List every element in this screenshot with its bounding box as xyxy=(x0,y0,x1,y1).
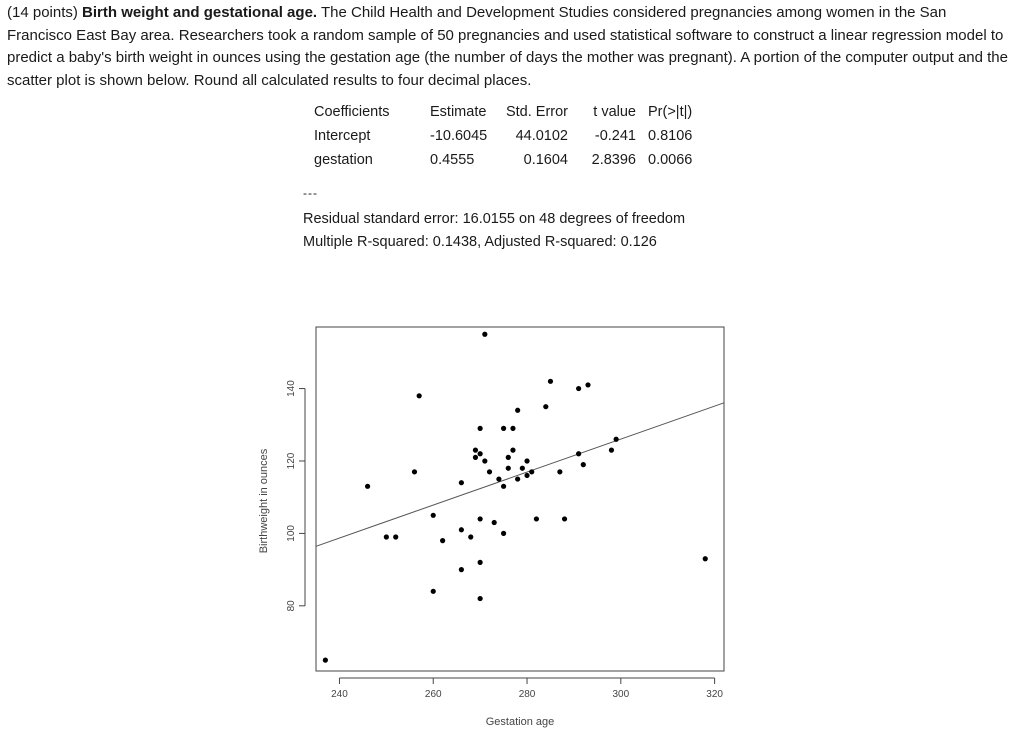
row-label: gestation xyxy=(314,152,373,168)
header-p-value: Pr(>|t|) xyxy=(648,104,693,120)
data-point xyxy=(478,451,483,456)
data-point xyxy=(576,386,581,391)
header-t-value: t value xyxy=(593,104,636,120)
y-tick-label: 140 xyxy=(286,380,297,397)
y-axis-label: Birthweight in ounces xyxy=(258,448,270,554)
data-point xyxy=(365,484,370,489)
data-point xyxy=(440,538,445,543)
data-point xyxy=(576,451,581,456)
data-point xyxy=(562,516,567,521)
data-point xyxy=(496,476,501,481)
problem-statement xyxy=(7,2,1012,92)
data-point xyxy=(609,448,614,453)
data-point xyxy=(459,480,464,485)
regression-line-group xyxy=(316,403,724,546)
data-point xyxy=(557,469,562,474)
data-point xyxy=(384,534,389,539)
data-point xyxy=(501,484,506,489)
p-value-cell: 0.0066 xyxy=(648,152,693,168)
residual-standard-error-line: Residual standard error: 16.0155 on 48 degrees of freedom xyxy=(303,211,686,227)
data-point xyxy=(520,466,525,471)
table-row xyxy=(314,148,700,172)
data-point xyxy=(478,516,483,521)
estimate-cell: -10.6045 xyxy=(430,128,488,144)
regression-output-table xyxy=(314,100,700,172)
table-header-row xyxy=(314,100,700,124)
data-point xyxy=(703,556,708,561)
problem-body: The Child Health and Development Studies considered pregnancies among women in the San Francisco East Bay area. Researchers took a random sample of 50 pregnancies and used statistical software to construct a linear regression model to predict a baby's birth weight in ounces using the gestation age (the number of days the mother was pregnant). A portion of the computer output and the scatter plot is shown below. Round all calculated results to four decimal places. xyxy=(7,4,1008,89)
data-point xyxy=(534,516,539,521)
problem-heading: Birth weight and gestational age. xyxy=(82,4,318,21)
y-tick-label: 120 xyxy=(286,452,297,470)
header-std-error: Std. Error xyxy=(505,104,568,120)
data-point xyxy=(459,527,464,532)
data-point xyxy=(478,560,483,565)
data-point xyxy=(412,469,417,474)
data-point xyxy=(585,382,590,387)
data-point xyxy=(487,469,492,474)
data-point xyxy=(581,462,586,467)
data-point xyxy=(501,426,506,431)
header-coefficients: Coefficients xyxy=(314,104,390,120)
row-label: Intercept xyxy=(314,128,371,144)
p-value-cell: 0.8106 xyxy=(648,128,693,144)
data-point xyxy=(478,596,483,601)
data-point xyxy=(506,455,511,460)
plot-frame xyxy=(316,327,724,671)
t-value-cell: -0.241 xyxy=(594,128,636,144)
y-tick-label: 80 xyxy=(286,600,297,612)
output-separator: --- xyxy=(303,186,318,200)
y-axis xyxy=(286,380,305,612)
x-tick-label: 260 xyxy=(424,689,442,700)
data-points xyxy=(323,332,708,663)
y-tick-label: 100 xyxy=(286,525,297,542)
regression-line xyxy=(316,403,724,546)
data-point xyxy=(614,437,619,442)
data-point xyxy=(524,458,529,463)
table-row xyxy=(314,124,700,148)
residual-summary xyxy=(303,208,685,254)
data-point xyxy=(515,476,520,481)
data-point xyxy=(468,534,473,539)
data-point xyxy=(417,393,422,398)
data-point xyxy=(529,469,534,474)
data-point xyxy=(501,531,506,536)
data-point xyxy=(431,589,436,594)
std-error-cell: 0.1604 xyxy=(523,152,568,168)
estimate-cell: 0.4555 xyxy=(430,152,475,168)
t-value-cell: 2.8396 xyxy=(591,152,636,168)
data-point xyxy=(473,448,478,453)
header-estimate: Estimate xyxy=(430,104,487,120)
r-squared-line: Multiple R-squared: 0.1438, Adjusted R-squared: 0.126 xyxy=(303,234,657,250)
x-axis xyxy=(331,678,723,700)
data-point xyxy=(323,658,328,663)
data-point xyxy=(524,473,529,478)
data-point xyxy=(482,332,487,337)
data-point xyxy=(548,379,553,384)
scatter-plot xyxy=(250,320,750,735)
data-point xyxy=(510,448,515,453)
x-tick-label: 280 xyxy=(518,689,536,700)
data-point xyxy=(431,513,436,518)
x-axis-label: Gestation age xyxy=(485,716,555,728)
x-tick-label: 300 xyxy=(612,689,630,700)
x-tick-label: 320 xyxy=(706,689,723,700)
data-point xyxy=(543,404,548,409)
std-error-cell: 44.0102 xyxy=(515,128,568,144)
data-point xyxy=(506,466,511,471)
problem-points: (14 points) xyxy=(7,4,78,21)
data-point xyxy=(482,458,487,463)
data-point xyxy=(478,426,483,431)
data-point xyxy=(515,408,520,413)
data-point xyxy=(473,455,478,460)
data-point xyxy=(510,426,515,431)
x-tick-label: 240 xyxy=(331,689,348,700)
data-point xyxy=(492,520,497,525)
data-point xyxy=(459,567,464,572)
data-point xyxy=(393,534,398,539)
